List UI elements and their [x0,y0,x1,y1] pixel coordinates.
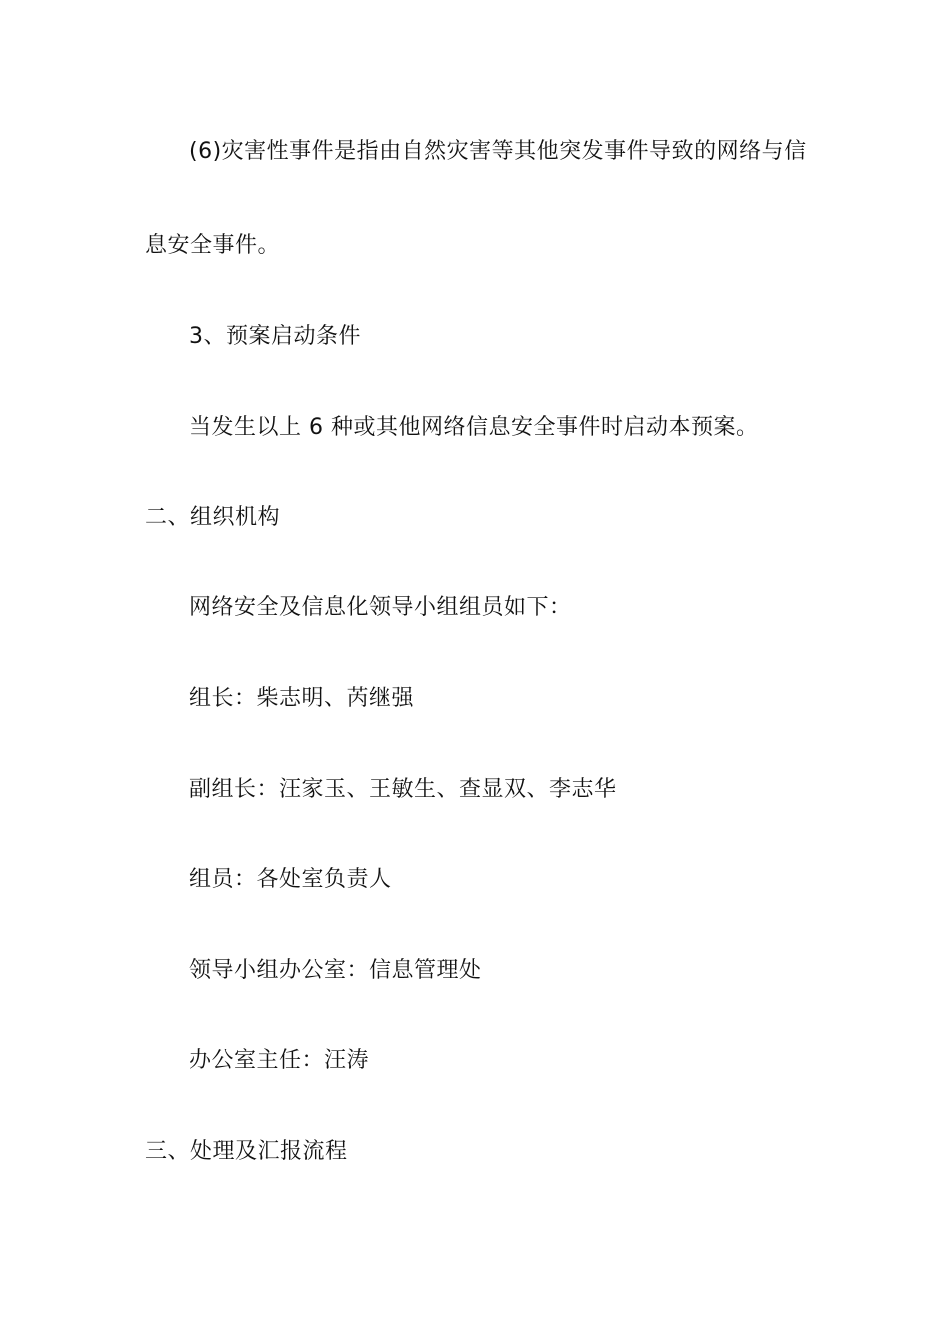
subheading-plan-activation: 3、预案启动条件 [189,324,361,349]
paragraph-group-members: 组员：各处室负责人 [189,867,392,892]
paragraph-disaster-event-line-1: (6)灾害性事件是指由自然灾害等其他突发事件导致的网络与信 [189,139,807,164]
paragraph-group-leaders: 组长：柴志明、芮继强 [189,686,415,711]
paragraph-disaster-event-line-2: 息安全事件。 [145,233,281,258]
section-heading-reporting-process: 三、处理及汇报流程 [145,1139,348,1164]
section-heading-organization: 二、组织机构 [145,505,281,530]
paragraph-group-office: 领导小组办公室：信息管理处 [189,958,482,983]
paragraph-deputy-leaders: 副组长：汪家玉、王敏生、查显双、李志华 [189,777,617,802]
paragraph-group-members-intro: 网络安全及信息化领导小组组员如下： [189,595,572,620]
paragraph-office-director: 办公室主任：汪涛 [189,1048,370,1073]
paragraph-activation-condition: 当发生以上 6 种或其他网络信息安全事件时启动本预案。 [189,415,759,440]
